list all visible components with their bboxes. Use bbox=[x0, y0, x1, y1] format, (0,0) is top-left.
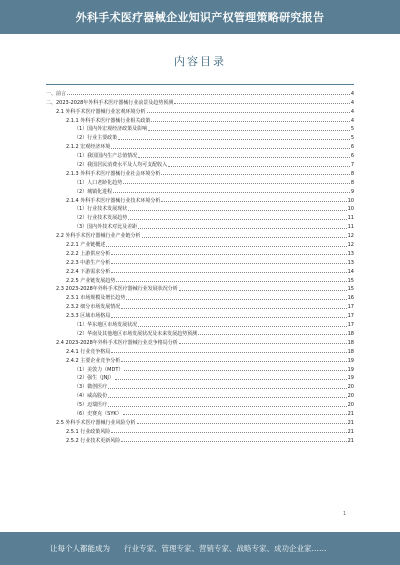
toc-entry-title: （1）人口老龄化趋势 bbox=[74, 179, 123, 186]
toc-entry-title: 二、2023-2028年外科手术医疗器械行业前景及趋势预测 bbox=[46, 99, 174, 106]
toc-entry-title: （5）迈瑞医疗 bbox=[74, 402, 108, 409]
toc-leader-dots bbox=[108, 405, 346, 407]
toc-entry-title: 2.1 外科手术医疗器械行业宏观环境分析 bbox=[56, 108, 146, 115]
toc-entry-title: （6）史赛克（SYK） bbox=[74, 410, 122, 417]
toc-entry-page: 4 bbox=[350, 117, 354, 124]
toc-entry-page: 8 bbox=[350, 179, 354, 186]
table-of-contents bbox=[46, 88, 354, 444]
toc-entry-page: 13 bbox=[347, 250, 354, 257]
toc-leader-dots bbox=[138, 227, 346, 229]
toc-entry-title: 2.4.2 主要企业竞争分析 bbox=[66, 357, 121, 364]
toc-entry-title: 2.3.3 区域市场格局 bbox=[66, 313, 111, 320]
toc-entry-title: 2.2.1 产业链概述 bbox=[66, 242, 106, 249]
toc-leader-dots bbox=[118, 138, 350, 140]
toc-entry-title: （2）强生（JNJ） bbox=[74, 375, 114, 382]
toc-leader-dots bbox=[123, 182, 350, 184]
toc-entry-title: （4）威高股份 bbox=[74, 393, 108, 400]
footer-tagline: 行业专家、管理专家、营销专家、战略专家、成功企业家…… bbox=[124, 544, 327, 553]
toc-leader-dots bbox=[108, 387, 346, 389]
toc-entry-page: 8 bbox=[350, 170, 354, 177]
toc-leader-dots bbox=[111, 147, 350, 149]
toc-entry[interactable] bbox=[46, 88, 354, 97]
toc-entry-title: （1）华东地区市场发展状况 bbox=[74, 322, 138, 329]
toc-entry[interactable] bbox=[46, 132, 354, 141]
toc-entry-page: 4 bbox=[350, 108, 354, 115]
toc-entry-page: 7 bbox=[350, 162, 354, 169]
toc-leader-dots bbox=[123, 413, 347, 415]
toc-leader-dots bbox=[111, 262, 346, 264]
toc-entry[interactable] bbox=[46, 177, 354, 186]
toc-leader-dots bbox=[161, 173, 349, 175]
toc-heading: 内容目录 bbox=[174, 55, 226, 68]
toc-entry-title: 一、前言 bbox=[46, 90, 67, 97]
toc-entry[interactable] bbox=[46, 355, 354, 364]
toc-entry[interactable] bbox=[46, 381, 354, 390]
toc-entry[interactable] bbox=[46, 417, 354, 426]
toc-entry[interactable] bbox=[46, 390, 354, 399]
toc-leader-dots bbox=[138, 325, 346, 327]
toc-entry-page: 20 bbox=[347, 384, 354, 391]
toc-leader-dots bbox=[106, 245, 346, 247]
toc-entry-title: 2.2.3 中游生产分析 bbox=[66, 259, 111, 266]
toc-entry[interactable] bbox=[46, 435, 354, 444]
toc-entry[interactable] bbox=[46, 266, 354, 275]
toc-entry-page: 17 bbox=[347, 304, 354, 311]
toc-entry[interactable] bbox=[46, 399, 354, 408]
toc-entry[interactable] bbox=[46, 284, 354, 293]
toc-entry-page: 4 bbox=[350, 90, 354, 97]
toc-leader-dots bbox=[111, 253, 346, 255]
toc-entry[interactable] bbox=[46, 257, 354, 266]
toc-entry[interactable] bbox=[46, 426, 354, 435]
toc-divider bbox=[46, 84, 354, 85]
toc-entry[interactable] bbox=[46, 186, 354, 195]
toc-leader-dots bbox=[148, 129, 350, 131]
toc-entry[interactable] bbox=[46, 319, 354, 328]
toc-entry[interactable] bbox=[46, 168, 354, 177]
toc-entry[interactable] bbox=[46, 159, 354, 168]
toc-entry-title: （1）行业技术发展现状 bbox=[74, 206, 128, 213]
toc-entry-page: 18 bbox=[347, 348, 354, 355]
toc-entry[interactable] bbox=[46, 141, 354, 150]
toc-entry-page: 6 bbox=[350, 153, 354, 160]
toc-entry-page: 20 bbox=[347, 402, 354, 409]
toc-entry-page: 13 bbox=[347, 259, 354, 266]
toc-entry-title: 2.1.4 外科手术医疗器械行业技术环境分析 bbox=[66, 197, 161, 204]
toc-entry-page: 10 bbox=[347, 206, 354, 213]
toc-entry-title: 2.2.2 上游供应分析 bbox=[66, 250, 111, 257]
toc-entry[interactable] bbox=[46, 408, 354, 417]
toc-leader-dots bbox=[111, 431, 346, 433]
toc-entry-title: （1）美敦力（MDT） bbox=[74, 366, 124, 373]
toc-entry-title: 2.3.2 细分市场发展情况 bbox=[66, 304, 121, 311]
toc-leader-dots bbox=[111, 351, 346, 353]
toc-leader-dots bbox=[151, 120, 349, 122]
toc-entry[interactable] bbox=[46, 239, 354, 248]
toc-entry-title: 2.1.1 外科手术医疗器械行业相关政策 bbox=[66, 117, 151, 124]
toc-entry[interactable] bbox=[46, 301, 354, 310]
toc-entry[interactable] bbox=[46, 337, 354, 346]
toc-entry-title: 2.1.3 外科手术医疗器械行业社会环境分析 bbox=[66, 170, 161, 177]
toc-leader-dots bbox=[116, 280, 346, 282]
toc-entry[interactable] bbox=[46, 364, 354, 373]
toc-entry-title: 2.2.4 下游需求分析 bbox=[66, 268, 111, 275]
toc-entry-page: 18 bbox=[347, 339, 354, 346]
toc-entry-page: 19 bbox=[347, 366, 354, 373]
toc-entry-title: 2.2 外科手术医疗器械行业产业链分析 bbox=[56, 233, 141, 240]
toc-entry-title: 2.3.1 市场规模及增长趋势 bbox=[66, 295, 126, 302]
toc-leader-dots bbox=[111, 271, 346, 273]
toc-entry[interactable] bbox=[46, 124, 354, 133]
toc-entry-title: （2）行业技术发展趋势 bbox=[74, 215, 128, 222]
toc-entry[interactable] bbox=[46, 373, 354, 382]
toc-leader-dots bbox=[128, 218, 346, 220]
toc-entry-page: 9 bbox=[350, 188, 354, 195]
report-title: 外科手术医疗器械企业知识产权管理策略研究报告 bbox=[75, 11, 325, 24]
toc-entry-title: （1）我国国内生产总值情况 bbox=[74, 153, 138, 160]
toc-entry-page: 17 bbox=[347, 322, 354, 329]
toc-entry-page: 5 bbox=[350, 126, 354, 133]
report-footer bbox=[0, 532, 400, 565]
report-header bbox=[0, 0, 400, 34]
toc-entry[interactable] bbox=[46, 212, 354, 221]
toc-entry-page: 21 bbox=[347, 419, 354, 426]
toc-entry-title: 2.3 2023-2028年外科手术医疗器械行业发展状况分析 bbox=[56, 286, 178, 293]
toc-entry-page: 21 bbox=[347, 437, 354, 444]
toc-leader-dots bbox=[142, 236, 347, 238]
toc-entry-page: 18 bbox=[347, 330, 354, 337]
toc-leader-dots bbox=[121, 440, 346, 442]
toc-entry-title: 2.5 外科手术医疗器械行业风险分析 bbox=[56, 419, 136, 426]
toc-entry-title: （2）行业主要政策 bbox=[74, 135, 118, 142]
toc-leader-dots bbox=[179, 342, 347, 344]
toc-entry-title: 2.2.5 产业链发展趋势 bbox=[66, 277, 116, 284]
toc-entry-page: 12 bbox=[347, 233, 354, 240]
toc-leader-dots bbox=[138, 156, 350, 158]
toc-entry[interactable] bbox=[46, 221, 354, 230]
toc-leader-dots bbox=[67, 93, 350, 95]
toc-entry-page: 6 bbox=[350, 144, 354, 151]
toc-entry-page: 20 bbox=[347, 393, 354, 400]
toc-leader-dots bbox=[108, 396, 346, 398]
toc-entry-page: 19 bbox=[347, 357, 354, 364]
toc-leader-dots bbox=[168, 165, 350, 167]
toc-entry[interactable] bbox=[46, 97, 354, 106]
toc-entry[interactable] bbox=[46, 310, 354, 319]
toc-entry-title: 2.5.2 行业技术更新风险 bbox=[66, 437, 121, 444]
toc-entry[interactable] bbox=[46, 106, 354, 115]
toc-entry[interactable] bbox=[46, 150, 354, 159]
toc-leader-dots bbox=[121, 307, 346, 309]
toc-entry-page: 10 bbox=[347, 197, 354, 204]
toc-leader-dots bbox=[161, 200, 346, 202]
toc-entry[interactable] bbox=[46, 328, 354, 337]
toc-entry-title: 2.4.1 行业竞争格局 bbox=[66, 348, 111, 355]
toc-leader-dots bbox=[147, 111, 350, 113]
toc-entry-page: 12 bbox=[347, 242, 354, 249]
toc-entry-page: 17 bbox=[347, 313, 354, 320]
toc-entry-page: 4 bbox=[350, 99, 354, 106]
toc-entry-page: 19 bbox=[347, 375, 354, 382]
toc-entry-page: 14 bbox=[347, 268, 354, 275]
toc-leader-dots bbox=[115, 378, 347, 380]
toc-leader-dots bbox=[124, 369, 346, 371]
toc-entry-page: 5 bbox=[350, 135, 354, 142]
toc-entry[interactable] bbox=[46, 204, 354, 213]
page-number: 1 bbox=[343, 511, 347, 517]
toc-entry-title: （2）我国居民消费水平及人均可支配收入 bbox=[74, 162, 168, 169]
toc-leader-dots bbox=[121, 360, 346, 362]
toc-entry-page: 21 bbox=[347, 410, 354, 417]
toc-entry-page: 16 bbox=[347, 295, 354, 302]
toc-leader-dots bbox=[128, 209, 346, 211]
toc-entry[interactable] bbox=[46, 275, 354, 284]
toc-entry-title: 2.5.1 行业政策风险 bbox=[66, 428, 111, 435]
toc-entry[interactable] bbox=[46, 195, 354, 204]
footer-slogan: 让每个人都能成为 bbox=[50, 544, 110, 553]
toc-entry[interactable] bbox=[46, 115, 354, 124]
toc-entry-title: （2）华南及其他地区市场发展状况及未来发展趋势预测 bbox=[74, 330, 198, 337]
toc-leader-dots bbox=[126, 298, 346, 300]
toc-entry-page: 15 bbox=[347, 286, 354, 293]
toc-entry-title: （1）国内外宏观经济政策及影响 bbox=[74, 126, 148, 133]
toc-entry-page: 11 bbox=[347, 215, 354, 222]
toc-entry-page: 21 bbox=[347, 428, 354, 435]
toc-leader-dots bbox=[179, 289, 347, 291]
toc-entry[interactable] bbox=[46, 346, 354, 355]
toc-leader-dots bbox=[174, 102, 350, 104]
toc-entry-title: （3）微创医疗 bbox=[74, 384, 108, 391]
toc-leader-dots bbox=[137, 422, 347, 424]
toc-entry[interactable] bbox=[46, 248, 354, 257]
toc-entry-title: 2.4 2023-2028年外科手术医疗器械行业竞争格局分析 bbox=[56, 339, 178, 346]
toc-entry-title: （3）国内外技术对比及差距 bbox=[74, 224, 138, 231]
toc-entry-title: （2）城镇化进程 bbox=[74, 188, 113, 195]
toc-entry[interactable] bbox=[46, 230, 354, 239]
toc-entry[interactable] bbox=[46, 292, 354, 301]
toc-leader-dots bbox=[111, 316, 346, 318]
toc-entry-title: 2.1.2 宏观经济环境 bbox=[66, 144, 111, 151]
toc-leader-dots bbox=[198, 333, 346, 335]
toc-entry-page: 11 bbox=[347, 224, 354, 231]
toc-leader-dots bbox=[113, 191, 350, 193]
toc-entry-page: 15 bbox=[347, 277, 354, 284]
